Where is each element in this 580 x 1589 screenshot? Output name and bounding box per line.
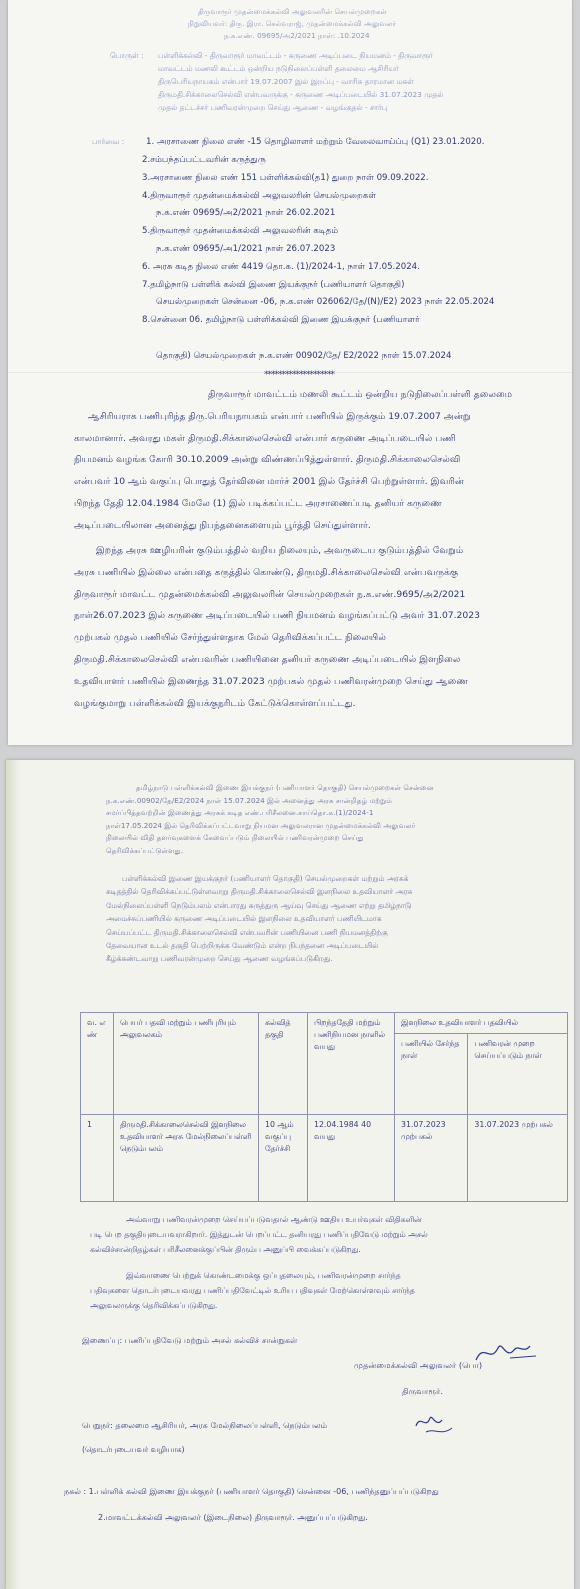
intro-paragraph-1 — [106, 782, 434, 858]
paragraph-line: அடிப்படையிலான அனைத்து நிபந்தனைகளையும் பூர்த்தி செய்துள்ளார். — [74, 519, 371, 531]
body-paragraph-1 — [48, 384, 512, 537]
paragraph-line: மேல்நிலைப்பள்ளி நெடும்பலம் என்பாரது கருத்துரு ஆய்வு செய்து ஆணை எற்று தமிழ்நாடு — [106, 900, 412, 910]
reference-item: 2.சம்பந்தப்பட்டவரின் கருத்துரு — [142, 155, 266, 165]
reference-item: 1. அரசாணை நிலை எண் -15 தொழிலாளர் மற்றும் வேலைவாய்ப்பு (Q1) 23.01.2020. — [146, 137, 485, 147]
subject-line: முதல் தட்டச்சர் பணிவரன்முறை செய்து ஆணை - வழங்குதல் - சார்பு — [158, 103, 388, 112]
paragraph-line: இவ்வாணை பெற்றுக் கொண்டமைக்கு ஒப்புதலையும், பணிவரன்முறை சார்ந்த — [126, 1271, 401, 1280]
paragraph-line: அரசு பணியில் இல்லை என்பதை கருத்தில் கொண்டு, திருமதி.சிக்காலைசெல்வி என்பவருக்கு — [74, 566, 459, 578]
reference-item: செயல்முறைகள் சென்னை -06, ந.க.எண் 026062/தே/(N)/E2) 2023 நாள் 22.05.2024 — [156, 297, 495, 307]
cell-qualification: 10 ஆம் வகுப்பு தேர்ச்சி — [259, 1115, 308, 1202]
signatory-place: திருவாரூர். — [402, 1386, 443, 1396]
paragraph-line: தமிழ்நாடு பள்ளிக்கல்வி இணை இயக்குநர் (பணியாளர் தொகுதி) செயல்முறைகள் சென்னை — [136, 783, 434, 792]
reference-item: 8.சென்னை 06. தமிழ்நாடு பள்ளிக்கல்வி இணை இயக்குநர் (பணியாளர் — [142, 315, 420, 325]
recipient-note: (தொடர்புடையவர் வழியாக) — [82, 1445, 185, 1454]
table-row — [81, 1115, 568, 1202]
header-dob: பிறந்ததேதி மற்றும் பணிநியமன நாளில் வயது — [308, 1013, 395, 1115]
paragraph-line: பிறந்த தேதி 12.04.1984 மேலே (1) இல் படிக்கப்பட்ட அரசாணைப்படி தனியர் கருணை — [74, 497, 442, 509]
paragraph-line: இறந்த அரசு ஊழியரின் குடும்பத்தில் வறிய நிலையும், அவருடைய குடும்பத்தில் வேறும் — [96, 545, 464, 556]
header-qualification: கல்வித் தகுதி — [259, 1013, 308, 1115]
paragraph-line: வழங்குமாறு பள்ளிக்கல்வி இயக்குநரிடம் கேட்டுக்கொள்ளப்பட்டது. — [74, 697, 356, 709]
enclosure-line: இணைப்பு: பணிப்பதிவேடு மற்றும் அசல் கல்விச் சான்றுகள் — [82, 1336, 298, 1345]
body-paragraph-2 — [48, 540, 480, 714]
reference-item: 5.திருவாரூர் முதன்மைக்கல்வி அலுவலரின் கடிதம் — [142, 226, 339, 236]
reference-item: 7.தமிழ்நாடு பள்ளிக் கல்வி இணை இயக்குநர் (பணியாளர் தொகுதி) — [142, 280, 405, 290]
paragraph-line: நாள்17.05.2024 இல் தெரிவிக்கப்பட்டவாறு நியமன அலுவலரான முதன்மைக்கல்வி அலுவலர் — [106, 820, 416, 830]
intro-paragraph-2 — [106, 872, 412, 966]
paragraph-line: உதவியாளர் பணியில் இணைந்த 31.07.2023 முற்பகல் முதல் பணிவரன்முறை செய்து ஆணை — [74, 675, 469, 687]
header-regularisation-date: பணிவரன் முறை செய்யப்படும் நாள் — [468, 1034, 568, 1115]
cell-dob: 12.04.1984 40 வயது — [308, 1115, 395, 1202]
paragraph-line: நிலையில் விதி தளர்வுகளைக் கேவைப்படும் நிலையில் பணிவரன்முறை செய்து — [106, 833, 364, 843]
header-junior-assistant: இளநிலை உதவியாளர் பதவியில் — [395, 1013, 568, 1034]
reference-item: தொகுதி) செயல்முறைகள் ந.க.எண் 00902/தே/ E2/2022 நாள் 15.07.2024 — [156, 351, 452, 361]
paragraph-line: காலமானார். அவரது மகள் திருமதி.சிக்காலைசெல்வி என்பார் கருணை அடிப்படையில் பணி — [74, 432, 456, 444]
paragraph-line: ஆசிரியராக பணிபுரிந்த திரு.பெரியநாயகம் என்பார் பணியில் இருக்கும் 19.07.2007 அன்று — [88, 410, 471, 422]
paragraph-line: கீழ்க்கண்டவாறு பணிவரன்முறை செய்து ஆணை வழங்கப்படுகிறது. — [106, 954, 333, 964]
closing-paragraph-1 — [90, 1212, 428, 1257]
cell-regularisation: 31.07.2023 முற்பகல் — [468, 1115, 568, 1202]
reference-item: ந.க.எண் 09695/அ1/2021 நாள் 26.07.2023 — [156, 244, 336, 254]
paragraph-line: அவ்வாறு பணிவரன்முறை செய்யப்படுவதால் ஆண்டு ஊதிய உயர்வுகள் விதிகளின் — [126, 1215, 422, 1224]
paragraph-line: திருவாரூர் மாவட்டம் மணலி கூட்டம் ஒன்றிய நடுநிலைப்பள்ளி தலைமை — [208, 389, 513, 400]
paragraph-line: திருமதி.சிக்காலைசெல்வி என்பவரின் பணியினை தனியர் கருணை அடிப்படையில் இளநிலை — [74, 653, 461, 665]
signatory-title: முதன்மைக்கல்வி அலுவலர் (பொ) — [354, 1360, 483, 1370]
document-page-1 — [8, 0, 572, 745]
paragraph-line: முற்பகல் முதல் பணியில் சேர்ந்துள்ளதாக மேல் தெரிவிக்கப்பட்ட நிலையில் — [74, 632, 386, 644]
paragraph-line: நாள்26.07.2023 இல் கருணை அடிப்படையில் பணி நியமனம் வழங்கப்பட்டு அவர் 31.07.2023 — [74, 610, 480, 622]
subject-line: திருபெரியநாயகம் என்பார் 19.07.2007 இல் இறப்பு - வாரிசு தாரமான மகள் — [158, 77, 414, 86]
recipient-line: பெறுநர்: தலைமை ஆசிரியர், அரசு மேல்நிலைப்பள்ளி, நெடும்பலம் — [82, 1421, 328, 1430]
reference-item: 3.அரசாணை நிலை எண் 151 பள்ளிக்கல்வி(த1) துறை நாள் 09.09.2022. — [142, 173, 429, 183]
paragraph-line: கல்விச்சான்றிதழ்கள் பரிசீலனைக்குப்பின் திரும்ப அனுப்பி வைக்கப்படுகிறது. — [90, 1245, 361, 1254]
paragraph-line: பள்ளிக்கல்வி இணை இயக்குநர் (பணியாளர் தொகுதி) செயல்முறைகள் மற்றும் அரசுக் — [122, 874, 409, 883]
header-line-2: நிறுவியவர்: திரு. இரா. செல்வராஜ், முதன்மைக்கல்வி அலுவலர் — [188, 19, 397, 28]
paragraph-line: திருவாரூர் மாவட்ட முதன்மைக்கல்வி அலுவலரின் செயல்முறைகள் ந.க.எண்.9695/அ2/2021 — [74, 588, 466, 600]
cell-sno: 1 — [81, 1115, 114, 1202]
references-label: பார்வை : — [92, 137, 125, 146]
copy-line-1: நகல் : 1.பள்ளிக் கல்வி இணை இயக்குநர் (பணியாளர் தொகுதி) சென்னை -06, பணிந்தனுப்பப்படுகிறது — [64, 1487, 439, 1496]
subject-line: திருமதி.சிக்காலைசெல்வி என்பவருக்கு - கருணை அடிப்படையில் 31.07.2023 முதல் — [158, 90, 444, 99]
table-header-row — [81, 1013, 568, 1034]
header-line-1: திருவாரூர் முதன்மைக்கல்வி அலுவலரின் செயல்முறைகள் — [198, 7, 387, 16]
separator-stars: ******************** — [264, 370, 334, 380]
header-joining-date: பணியில் சேர்ந்த நாள் — [395, 1034, 468, 1115]
initials-graphic — [412, 1408, 456, 1438]
paragraph-line: அமைச்சுப்பணியில் கருணை அடிப்படையில் இளநிலை உதவியாளர் பணியிடமாக — [106, 914, 382, 924]
paragraph-line: செய்யப்பட்ட திருமதி.சிக்காலைசெல்வி என்பவரின் பணியினை பணி நியமனத்திற்கு — [106, 927, 388, 937]
subject-label: பொருள் : — [110, 51, 144, 60]
paragraph-line: ந.க.எண்.00902/தே/E2/2024 நாள் 15.07.2024 இல் அனைத்து அரசு சான்றிதழ் மற்றும் — [106, 795, 392, 805]
page-edge-shadow — [6, 760, 20, 1589]
subject-line: மாவட்டம் மணலி கூட்டம் ஒன்றிய நடுநிலைப்பள்ளி தலைமை ஆசிரியர் — [158, 64, 399, 73]
paragraph-line: தேவையான உடல் தகுதி பெற்றிருக்க வேண்டும் என்ற நிபந்தனை அடிப்படையில் — [106, 941, 379, 951]
paragraph-line: நியமனம் வழங்க கோரி 30.10.2009 அன்று விண்ணப்பித்துள்ளார். திருமதி.சிக்காலைசெல்வி — [74, 454, 461, 466]
copy-line-2: 2.மாவட்டக்கல்வி அலுவலர் (இடைநிலை) திருவாரூர். அனுப்பப்படுகிறது. — [98, 1513, 368, 1522]
header-name: பெயர் பதவி மற்றும் பணிபுரியும் அலுவலகம் — [114, 1013, 259, 1115]
paragraph-line: சமர்ப்பித்தவற்றின் இணைத்து அரசுக் கடித எண்.பரிசீலனை.சாய்தொ.க.(1)/2024-1 — [106, 808, 374, 818]
paragraph-line: என்பவர் 10 ஆம் வகுப்பு பொதுத் தேர்வினை மார்ச் 2001 இல் தேர்ச்சி பெற்றுள்ளார். இவரின் — [74, 476, 464, 488]
paragraph-line: கடிதத்தில் தெரிவிக்கப்பட்டுள்ளவாறு திருமதி.சிக்காலைசெல்வி இளநிலை உதவியாளர் அரசு — [106, 887, 413, 897]
document-page-2 — [6, 760, 574, 1589]
paragraph-line: பதிவுகளை தொடர்புடையவரது பணிப்பதிவேட்டில் உரிய பதிவுகள் மேற்கொள்ளவும் சார்ந்த — [90, 1286, 415, 1295]
paragraph-line: அலுவலருக்கு தெரிவிக்கப்படுகிறது. — [90, 1301, 218, 1310]
reference-item: 6. அரசு கடித நிலை எண் 4419 தொ.க. (1)/2024-1, நாள் 17.05.2024. — [142, 262, 420, 272]
subject-line: பள்ளிக்கல்வி - திருவாரூர் மாவட்டம் - கருணை அடிப்படை நியமனம் - திருவாரூர் — [158, 51, 433, 60]
reference-item: 4.திருவாரூர் முதன்மைக்கல்வி அலுவலரின் செயல்முறைகள் — [142, 191, 377, 201]
paragraph-line: படி பெற தகுதியுடையவராகிறார். இத்துடன் பெறப்பட்ட தனியரது பணிப்பதிவேடு மற்றும் அசல் — [90, 1230, 428, 1239]
cell-joining: 31.07.2023 முற்பகல் — [395, 1115, 468, 1202]
header-sno: வ. எ ண் — [81, 1013, 114, 1115]
paragraph-line: தெரிவிக்கப்பட்டுள்ளது. — [106, 845, 184, 855]
cell-name: திருமதி.சிக்காலைசெல்வி இளநிலை உதவியாளர் அரசு மேல்நிலைப்பள்ளி நெடும்பலம் — [114, 1115, 259, 1202]
regularisation-table — [80, 1012, 568, 1202]
header-line-3: ந.க.எண். 09695/அ2/2021 நாள்: .10.2024 — [224, 31, 370, 40]
reference-item: ந.க.எண் 09695/அ2/2021 நாள் 26.02.2021 — [156, 208, 336, 218]
closing-paragraph-2 — [90, 1268, 415, 1313]
